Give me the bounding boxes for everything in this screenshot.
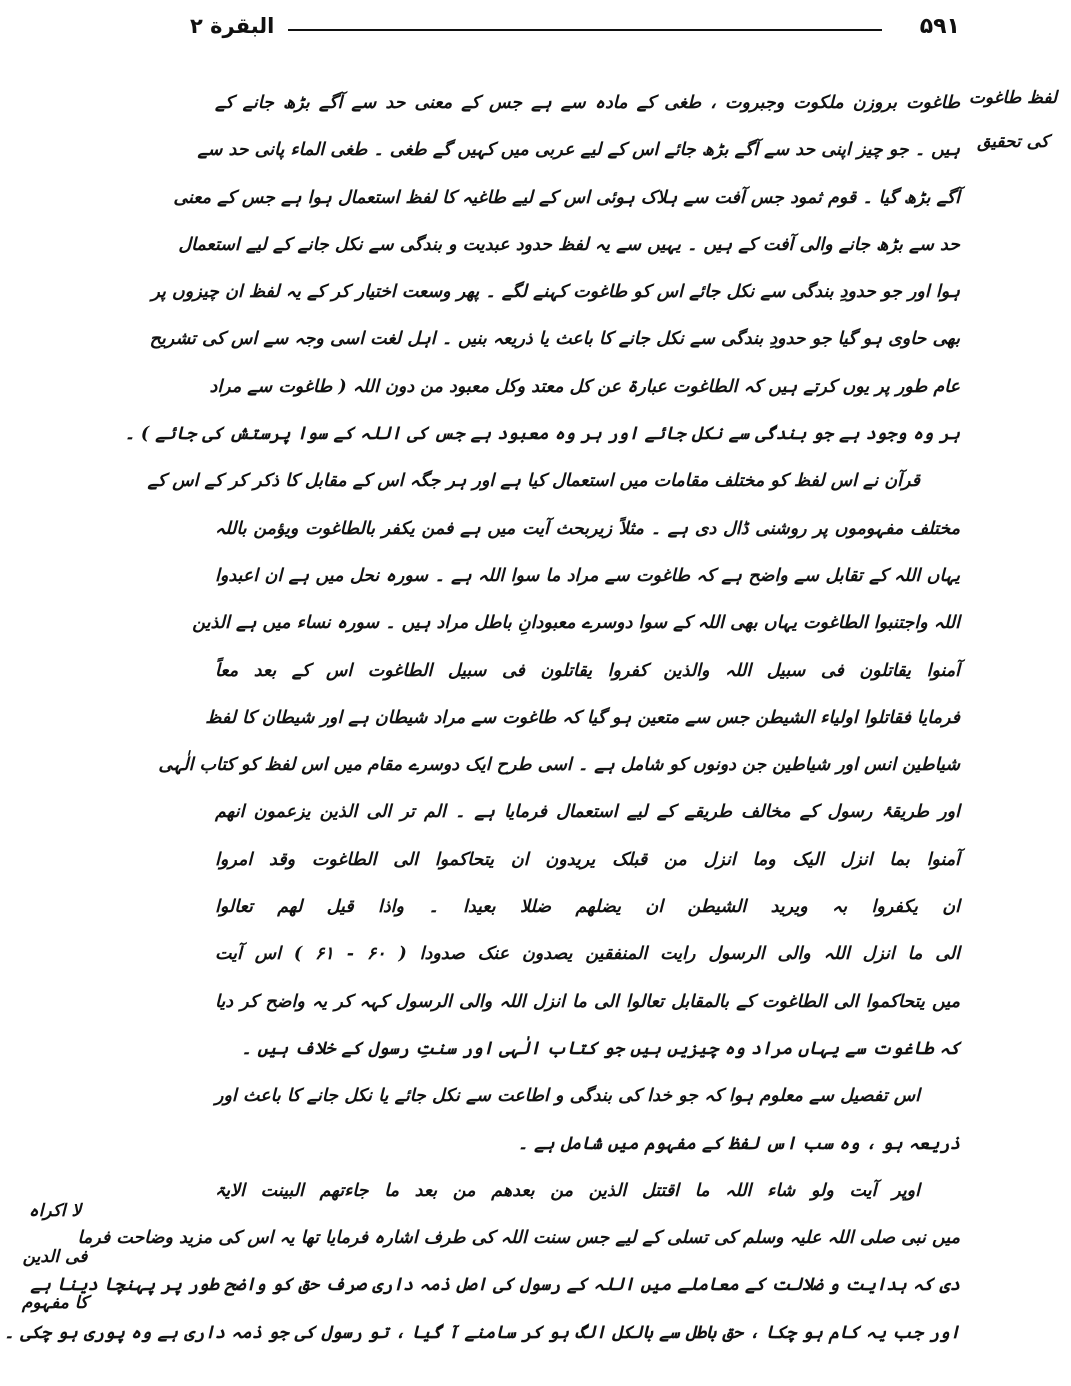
text-line: آمنوا بما انزل الیک وما انزل من قبلک یریدون ان یتحاکموا الی الطاغوت وقد امروا <box>215 849 960 870</box>
text-line: اوپر آیت ولو شاء اللہ ما اقتتل الذین من بعدھم من بعد ما جاءتھم البینت الایۃ <box>215 1180 920 1201</box>
margin-note-line: لا اکراہ <box>28 1201 82 1221</box>
page-header <box>190 14 960 42</box>
page-number: ۵۹۱ <box>919 14 960 39</box>
text-line: شیاطین انس اور شیاطین جن دونوں کو شامل ہے ۔ اسی طرح ایک دوسرے مقام میں اس لفظ کو کتاب الٰہی <box>158 755 960 776</box>
text-line: اور طریقۂ رسول کے مخالف طریقے کے لیے استعمال فرمایا ہے ۔ الم تر الی الذین یزعمون انھم <box>215 802 960 823</box>
margin-note-line: لفظ طاغوت <box>968 88 1058 108</box>
surah-label: البقرة ۲ <box>190 14 275 38</box>
text-line: قرآن نے اس لفظ کو مختلف مقامات میں استعمال کیا ہے اور ہر جگہ اس کے مقابل کا ذکر کر کے اس کے <box>147 471 920 492</box>
text-line: آمنوا یقاتلون فی سبیل اللہ والذین کفروا یقاتلون فی سبیل الطاغوت اس کے بعد معاً <box>215 660 960 681</box>
text-line: فرمایا فقاتلوا اولیاء الشیطن جس سے متعین ہو گیا کہ طاغوت سے مراد شیطان ہے اور شیطان کا لفظ <box>205 707 960 728</box>
text-line: کہ طاغوت سے یہاں مراد وہ چیزیں ہیں جو کتاب الٰہی اور سنتِ رسول کے خلاف ہیں ۔ <box>241 1038 960 1059</box>
header-rule <box>288 29 882 31</box>
text-line: آگے بڑھ گیا ۔ قوم ثمود جس آفت سے ہلاک ہوئی اس کے لیے طاغیہ کا لفظ استعمال ہوا ہے جس کے معنی <box>173 187 960 208</box>
text-line: ان یکفروا بہ ویرید الشیطن ان یضلھم ضللا بعیدا ۔ واذا قیل لھم تعالوا <box>215 897 960 918</box>
text-line: بھی حاوی ہو گیا جو حدودِ بندگی سے نکل جانے کا باعث یا ذریعہ بنیں ۔ اہل لغت اسی وجہ سے اس کی تشریح <box>149 329 960 350</box>
text-line: طاغوت بروزن ملکوت وجبروت ، طغی کے مادہ سے ہے جس کے معنی حد سے آگے بڑھ جانے کے <box>215 93 960 113</box>
text-line: مختلف مفہوموں پر روشنی ڈال دی ہے ۔ مثلاً زیربحث آیت میں ہے فمن یکفر بالطاغوت ویؤمن باللہ <box>215 518 960 539</box>
text-line: الی ما انزل اللہ والی الرسول رایت المنفقین یصدون عنک صدودا ( ۶۰ - ۶۱ ) اس آیت <box>215 944 961 965</box>
text-line: ہر وہ وجود ہے جو بندگی سے نکل جائے اور ہر وہ معبود ہے جس کی اللہ کے سوا پرستش کی جائے ) ۔ <box>124 424 960 445</box>
text-line: عام طور پر یوں کرتے ہیں کہ الطاغوت عبارۃ عن کل معتد وکل معبود من دون اللہ ( طاغوت سے مراد <box>209 376 960 397</box>
text-line: میں یتحاکموا الی الطاغوت کے بالمقابل تعالوا الی ما انزل اللہ والی الرسول کہہ کر یہ واضح کر دیا <box>215 991 960 1012</box>
text-line: ذریعہ ہو ، وہ سب اس لفظ کے مفہوم میں شامل ہے ۔ <box>517 1133 960 1154</box>
text-line: حد سے بڑھ جانے والی آفت کے ہیں ۔ یہیں سے یہ لفظ حدود عبدیت و بندگی سے نکل جانے کے لیے استعمال <box>178 234 960 255</box>
margin-note-taghut <box>958 76 1068 164</box>
text-line: ہیں ۔ جو چیز اپنی حد سے آگے بڑھ جائے اس کے لیے عربی میں کہیں گے طغی ۔ طغی الماء پانی حد سے <box>197 140 960 161</box>
text-line: دی کہ ہدایت و ضلالت کے معاملے میں اللہ کے رسول کی اصل ذمہ داری صرف حق کو واضح طور پر پہنچا دینا ہے <box>30 1275 960 1296</box>
margin-note-line: کی تحقیق <box>977 132 1049 152</box>
text-line: اللہ واجتنبوا الطاغوت یہاں بھی اللہ کے سوا دوسرے معبودانِ باطل مراد ہیں ۔ سورہ نساء میں ہے الذین <box>192 613 960 634</box>
text-line: یہاں اللہ کے تقابل سے واضح ہے کہ طاغوت سے مراد ما سوا اللہ ہے ۔ سورہ نحل میں ہے ان اعبدوا <box>215 565 960 586</box>
text-line: اور جب یہ کام ہو چکا ، حق باطل سے بالکل الگ ہو کر سامنے آ گیا ، تو رسول کی جو ذمہ داری ہے وہ پوری ہو چکی ۔ <box>4 1322 960 1343</box>
text-line: ہوا اور جو حدودِ بندگی سے نکل جائے اس کو طاغوت کہنے لگے ۔ پھر وسعت اختیار کر کے یہ لفظ ان چیزوں پر <box>151 282 960 303</box>
text-line: میں نبی صلی اللہ علیہ وسلم کی تسلی کے لیے جس سنت اللہ کی طرف اشارہ فرمایا تھا یہ اس کی مزید وضاحت فرما <box>77 1228 960 1249</box>
margin-note-line: فی الدین <box>22 1247 88 1267</box>
text-line: اس تفصیل سے معلوم ہوا کہ جو خدا کی بندگی و اطاعت سے نکل جائے یا نکل جانے کا باعث اور <box>215 1086 920 1107</box>
margin-note-line: کا مفہوم <box>21 1293 89 1313</box>
